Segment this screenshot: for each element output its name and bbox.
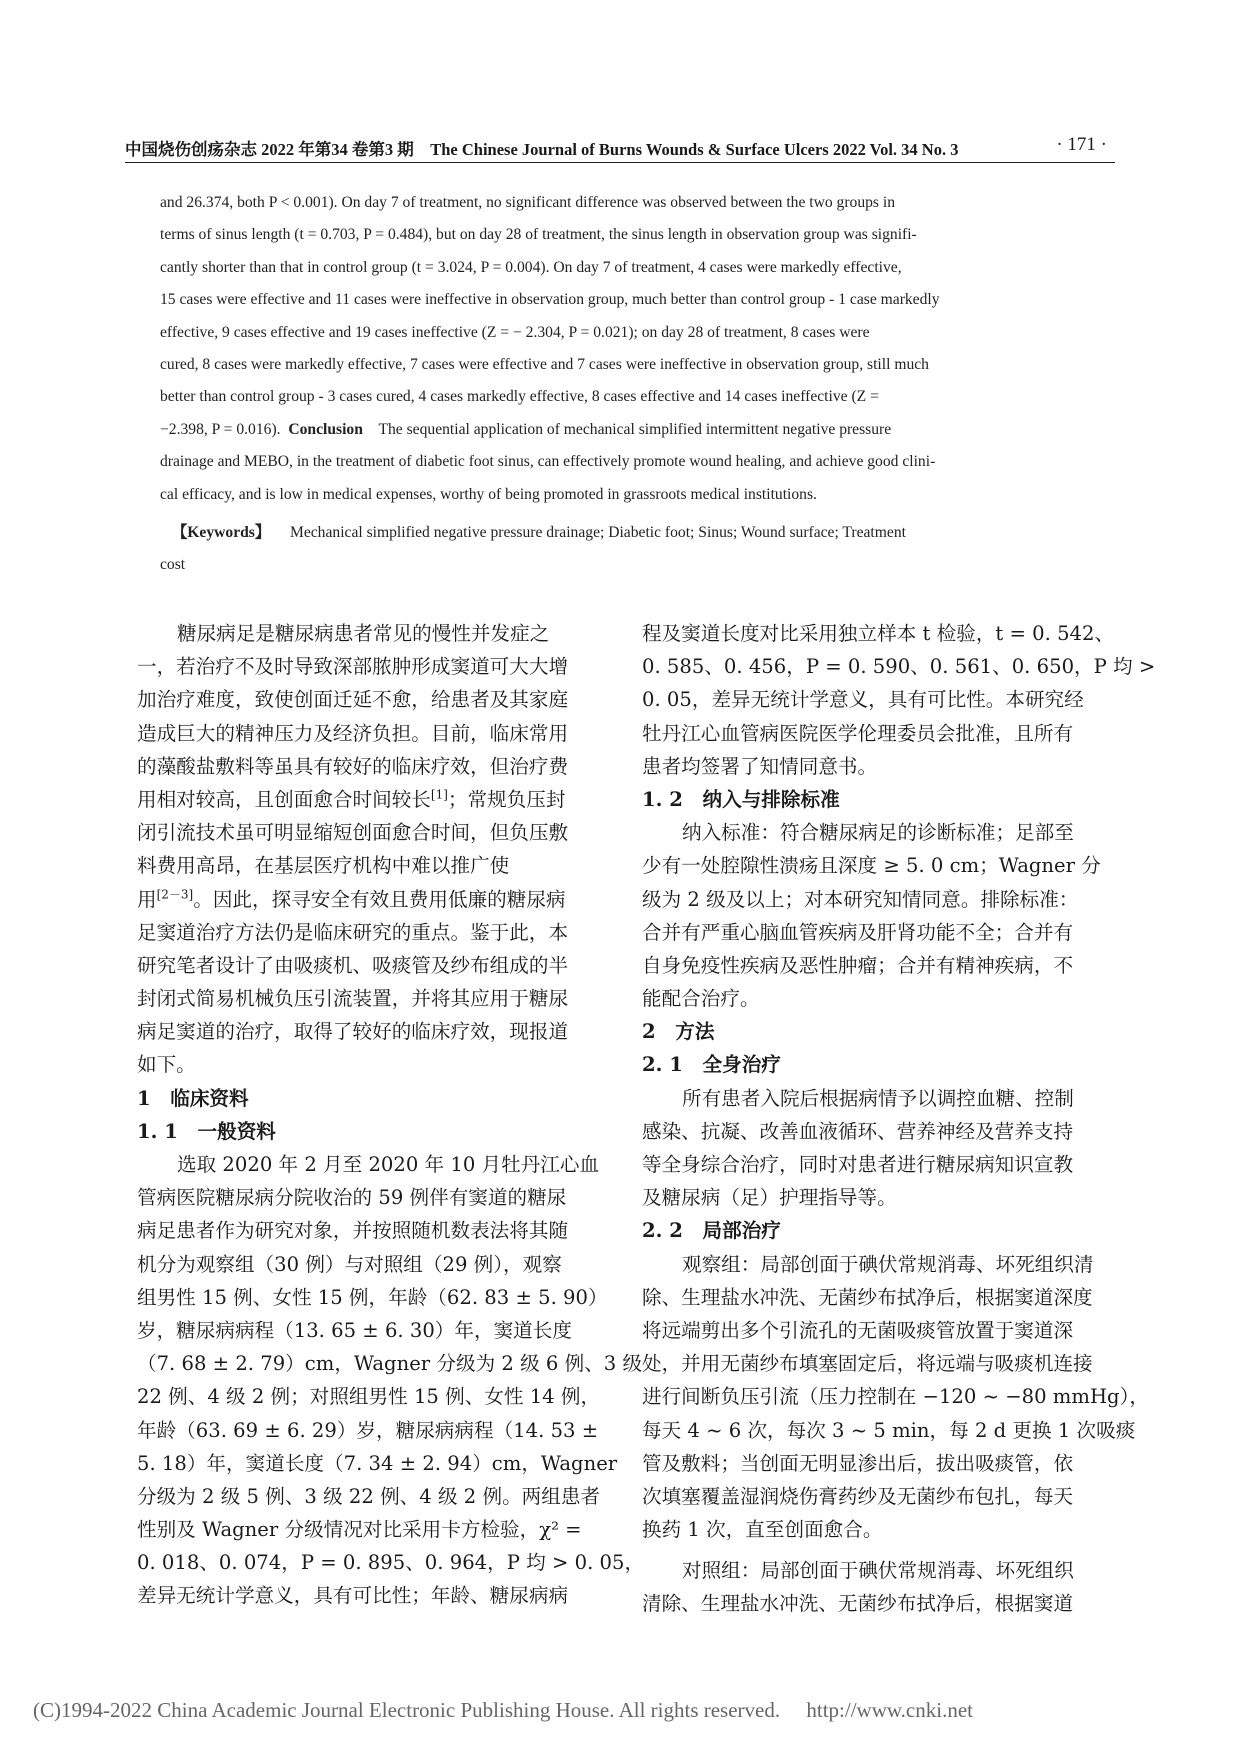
keywords-line bbox=[160, 517, 1082, 549]
keywords-label: 【Keywords】 bbox=[171, 524, 271, 541]
body-line: 合并有严重心脑血管疾病及肝肾功能不全；合并有 bbox=[642, 920, 1074, 944]
running-header bbox=[125, 132, 1115, 160]
body-line: 一，若治疗不及时导致深部脓肿形成窦道可大大增 bbox=[137, 655, 569, 679]
body-line: 除、生理盐水冲洗、无菌纱布拭净后，根据窦道深度 bbox=[642, 1285, 1093, 1309]
body-text: 用 bbox=[137, 887, 157, 911]
keywords-line: cost bbox=[160, 556, 186, 573]
copyright-footer: (C)1994-2022 China Academic Journal Electronic Publishing House. All rights reserved. http://www.cnki.net bbox=[33, 1698, 973, 1722]
abstract-line: cal efficacy, and is low in medical expenses, worthy of being promoted in grassroots medical institutions. bbox=[160, 485, 817, 503]
citation-ref: [1] bbox=[430, 787, 448, 802]
body-line: 及糖尿病（足）护理指导等。 bbox=[642, 1186, 897, 1210]
body-line: 组男性 15 例、女性 15 例，年龄（62. 83 ± 5. 90） bbox=[137, 1285, 608, 1309]
citation-ref: [2－3] bbox=[156, 886, 194, 901]
body-text: 用相对较高，且创面愈合时间较长 bbox=[137, 787, 431, 811]
body-line: 观察组：局部创面于碘伏常规消毒、坏死组织清 bbox=[682, 1252, 1094, 1276]
body-line: 差异无统计学意义，具有可比性；年龄、糖尿病病 bbox=[137, 1584, 569, 1608]
body-line: 将远端剪出多个引流孔的无菌吸痰管放置于窦道深 bbox=[642, 1318, 1074, 1342]
body-line: 清除、生理盐水冲洗、无菌纱布拭净后，根据窦道 bbox=[642, 1592, 1074, 1616]
body-line: 足窦道治疗方法仍是临床研究的重点。鉴于此，本 bbox=[137, 920, 569, 944]
body-line: 分级为 2 级 5 例、3 级 22 例、4 级 2 例。两组患者 bbox=[137, 1484, 601, 1508]
body-line: 加治疗难度，致使创面迁延不愈，给患者及其家庭 bbox=[137, 688, 569, 712]
paragraph-gap bbox=[642, 1546, 1112, 1554]
abstract-line: 15 cases were effective and 11 cases were ineffective in observation group, much better than control group - 1 case markedly bbox=[160, 291, 940, 309]
abstract-line bbox=[160, 414, 1082, 446]
left-column bbox=[137, 617, 645, 1613]
body-line: 的藻酸盐敷料等虽具有较好的临床疗效，但治疗费 bbox=[137, 754, 569, 778]
body-line: 自身免疫性疾病及恶性肿瘤；合并有精神疾病，不 bbox=[642, 953, 1074, 977]
abstract-continued bbox=[160, 187, 1082, 511]
body-line: 0. 018、0. 074，P = 0. 895、0. 964，P 均 > 0. 05， bbox=[137, 1551, 645, 1575]
body-line: 岁，糖尿病病程（13. 65 ± 6. 30）年，窦道长度 bbox=[137, 1318, 572, 1342]
body-line: 所有患者入院后根据病情予以调控血糖、控制 bbox=[682, 1086, 1074, 1110]
body-line: 少有一处腔隙性溃疡且深度 ≥ 5. 0 cm；Wagner 分 bbox=[642, 854, 1101, 878]
body-line: 纳入标准：符合糖尿病足的诊断标准；足部至 bbox=[682, 821, 1074, 845]
header-rule bbox=[125, 162, 1115, 163]
body-line bbox=[137, 883, 605, 916]
body-line: 病足患者作为研究对象，并按照随机数表法将其随 bbox=[137, 1219, 569, 1243]
right-column bbox=[642, 617, 1156, 1621]
body-line: 性别及 Wagner 分级情况对比采用卡方检验，χ² = bbox=[137, 1518, 582, 1542]
body-line: 换药 1 次，直至创面愈合。 bbox=[642, 1518, 883, 1542]
body-line: 年龄（63. 69 ± 6. 29）岁，糖尿病病程（14. 53 ± bbox=[137, 1418, 599, 1442]
body-line: （7. 68 ± 2. 79）cm，Wagner 分级为 2 级 6 例、3 级 bbox=[137, 1352, 643, 1376]
body-line: 等全身综合治疗，同时对患者进行糖尿病知识宣教 bbox=[642, 1153, 1074, 1176]
body-line: 进行间断负压引流（压力控制在 −120 ~ −80 mmHg）， bbox=[642, 1385, 1149, 1409]
body-line: 研究笔者设计了由吸痰机、吸痰管及纱布组成的半 bbox=[137, 953, 569, 977]
body-line: 0. 585、0. 456，P = 0. 590、0. 561、0. 650，P 均 > bbox=[642, 655, 1156, 679]
body-line: 0. 05，差异无统计学意义，具有可比性。本研究经 bbox=[642, 688, 1084, 712]
body-line bbox=[137, 783, 605, 816]
body-line: 管病医院糖尿病分院收治的 59 例伴有窦道的糖尿 bbox=[137, 1186, 567, 1210]
abstract-line: cantly shorter than that in control group (t = 3.024, P = 0.004). On day 7 of treatment, 4 cases were markedly effective, bbox=[160, 258, 902, 276]
body-line: 如下。 bbox=[137, 1053, 196, 1077]
body-line: 每天 4 ~ 6 次，每次 3 ~ 5 min，每 2 d 更换 1 次吸痰 bbox=[642, 1418, 1136, 1442]
body-line: 牡丹江心血管病医院医学伦理委员会批准，且所有 bbox=[642, 721, 1074, 745]
conclusion-text: The sequential application of mechanical simplified intermittent negative pressure bbox=[378, 420, 892, 438]
body-line: 程及窦道长度对比采用独立样本 t 检验，t = 0. 542、 bbox=[642, 622, 1115, 645]
body-line: 5. 18）年，窦道长度（7. 34 ± 2. 94）cm，Wagner bbox=[137, 1451, 618, 1475]
body-line: 选取 2020 年 2 月至 2020 年 10 月牡丹江心血 bbox=[177, 1153, 600, 1176]
section-heading: 1 临床资料 bbox=[137, 1086, 249, 1110]
body-line: 处，并用无菌纱布填塞固定后，将远端与吸痰机连接 bbox=[642, 1352, 1093, 1376]
body-line: 次填塞覆盖湿润烧伤膏药纱及无菌纱布包扎，每天 bbox=[642, 1484, 1074, 1508]
abstract-line-start: −2.398, P = 0.016). bbox=[160, 420, 281, 438]
body-line: 闭引流技术虽可明显缩短创面愈合时间，但负压敷 bbox=[137, 821, 569, 845]
body-line: 22 例、4 级 2 例；对照组男性 15 例、女性 14 例， bbox=[137, 1385, 601, 1409]
body-line: 病足窦道的治疗，取得了较好的临床疗效，现报道 bbox=[137, 1020, 569, 1044]
abstract-line: drainage and MEBO, in the treatment of diabetic foot sinus, can effectively promote wound healing, and achieve good clini- bbox=[160, 453, 936, 471]
abstract-line: effective, 9 cases effective and 19 cases ineffective (Z = − 2.304, P = 0.021); on day 28 of treatment, 8 cases were bbox=[160, 323, 870, 341]
body-line: 封闭式简易机械负压引流装置，并将其应用于糖尿 bbox=[137, 987, 569, 1011]
subsection-heading: 1. 2 纳入与排除标准 bbox=[642, 787, 840, 811]
keywords bbox=[160, 517, 1082, 581]
body-line: 料费用高昂，在基层医疗机构中难以推广使 bbox=[137, 854, 510, 878]
body-text: 。因此，探寻安全有效且费用低廉的糖尿病 bbox=[193, 887, 566, 911]
body-line: 机分为观察组（30 例）与对照组（29 例），观察 bbox=[137, 1252, 562, 1276]
conclusion-label: Conclusion bbox=[288, 420, 363, 438]
body-line: 对照组：局部创面于碘伏常规消毒、坏死组织 bbox=[682, 1559, 1074, 1583]
body-line: 造成巨大的精神压力及经济负担。目前，临床常用 bbox=[137, 721, 569, 745]
abstract-line: terms of sinus length (t = 0.703, P = 0.484), but on day 28 of treatment, the sinus length in observation group was signifi- bbox=[160, 226, 917, 244]
body-line: 糖尿病足是糖尿病患者常见的慢性并发症之 bbox=[177, 622, 550, 645]
body-line: 患者均签署了知情同意书。 bbox=[642, 754, 878, 778]
section-heading: 2 方法 bbox=[642, 1020, 715, 1044]
abstract-line: better than control group - 3 cases cured, 4 cases markedly effective, 8 cases effective and 14 cases ineffective (Z = bbox=[160, 388, 879, 406]
abstract-line: cured, 8 cases were markedly effective, 7 cases were effective and 7 cases were ineffective in observation group, still much bbox=[160, 356, 929, 374]
keywords-text: Mechanical simplified negative pressure drainage; Diabetic foot; Sinus; Wound surface; Treatment bbox=[289, 524, 906, 541]
body-line: 感染、抗凝、改善血液循环、营养神经及营养支持 bbox=[642, 1119, 1074, 1143]
page-number: · 171 · bbox=[1056, 134, 1107, 155]
abstract-line: and 26.374, both P < 0.001). On day 7 of treatment, no significant difference was observed between the two groups in bbox=[160, 194, 896, 211]
body-line: 能配合治疗。 bbox=[642, 987, 760, 1011]
body-line: 级为 2 级及以上；对本研究知情同意。排除标准： bbox=[642, 887, 1079, 911]
journal-citation: 中国烧伤创疡杂志 2022 年第34 卷第3 期 The Chinese Journal of Burns Wounds & Surface Ulcers 2022 Vol. 34 No. 3 bbox=[125, 140, 959, 159]
subsection-heading: 1. 1 一般资料 bbox=[137, 1119, 276, 1143]
body-line: 管及敷料；当创面无明显渗出后，拔出吸痰管，依 bbox=[642, 1451, 1074, 1475]
subsection-heading: 2. 2 局部治疗 bbox=[642, 1219, 781, 1243]
body-text: ；常规负压封 bbox=[447, 787, 566, 811]
subsection-heading: 2. 1 全身治疗 bbox=[642, 1053, 781, 1077]
